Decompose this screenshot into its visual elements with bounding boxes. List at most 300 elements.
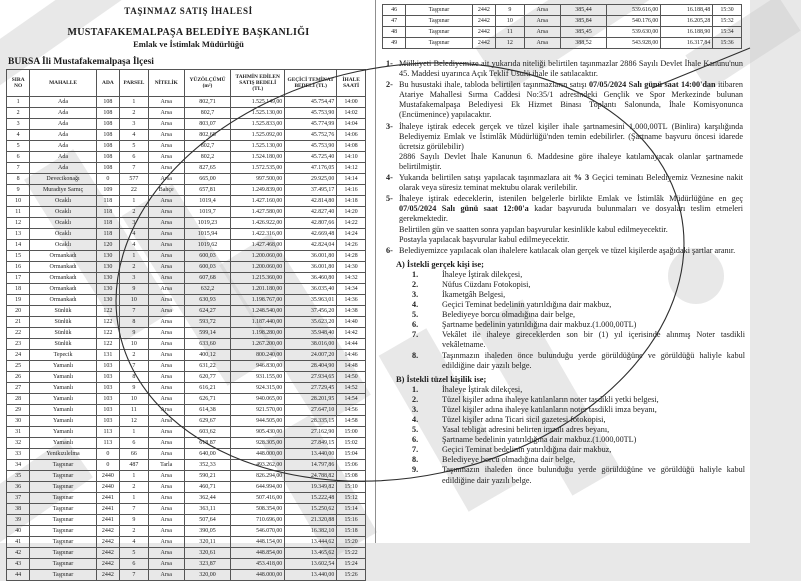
- table-cell: Arsa: [148, 372, 184, 383]
- column-header: ADA: [96, 70, 119, 97]
- table-cell: 2442: [472, 38, 495, 49]
- table-cell: 577: [120, 174, 149, 185]
- table-row: [383, 38, 742, 49]
- table-cell: Ada: [30, 97, 96, 108]
- table-cell: Arsa: [148, 306, 184, 317]
- note-number: 1-: [386, 59, 393, 68]
- table-cell: 122: [96, 339, 119, 350]
- table-cell: 113: [96, 427, 119, 438]
- table-cell: Ocaklı: [30, 196, 96, 207]
- table-row: [7, 196, 366, 207]
- list-item-number: 5.: [412, 310, 419, 320]
- table-cell: 1019,7: [184, 207, 231, 218]
- table-cell: 14.797,86: [285, 460, 337, 471]
- table-cell: 37.456,20: [285, 306, 337, 317]
- list-item-text: Geçici Teminat bedelinin yatırıldığına dair makbuz,: [442, 445, 612, 455]
- table-cell: 27.934,65: [285, 372, 337, 383]
- table-cell: 657,81: [184, 185, 231, 196]
- table-cell: 14:06: [337, 130, 366, 141]
- table-cell: 12: [120, 416, 149, 427]
- table-cell: Yamanlı: [30, 427, 96, 438]
- table-cell: Taşpınar: [30, 515, 96, 526]
- table-cell: 2442: [472, 5, 495, 16]
- table-cell: 3: [120, 119, 149, 130]
- table-cell: 23: [7, 339, 30, 350]
- table-cell: 8: [120, 372, 149, 383]
- table-row: [7, 460, 366, 471]
- table-cell: 14:58: [337, 416, 366, 427]
- auction-table-right: [382, 4, 742, 49]
- list-b-title: B) İstekli tüzel kişilik ise;: [396, 374, 487, 384]
- table-cell: Ormankadı: [30, 273, 96, 284]
- table-cell: 37.495,17: [285, 185, 337, 196]
- table-row: [7, 130, 366, 141]
- table-cell: 6: [120, 438, 149, 449]
- table-cell: Arsa: [148, 97, 184, 108]
- table-cell: 1.525.833,00: [231, 119, 285, 130]
- table-cell: 800.240,00: [231, 350, 285, 361]
- table-cell: 0: [96, 174, 119, 185]
- table-cell: 2: [120, 262, 149, 273]
- table-cell: 66: [120, 449, 149, 460]
- list-item-text: Taşınmazın ihaleden önce bulunduğu yerde görüldüğüne ve görüldüğü haliyle kabul edildiğine dair yazılı belge.: [442, 350, 745, 370]
- table-cell: 14:54: [337, 394, 366, 405]
- table-cell: 644.994,00: [231, 482, 285, 493]
- table-cell: 5: [7, 141, 30, 152]
- table-cell: 45.753,90: [285, 108, 337, 119]
- table-cell: Arsa: [524, 16, 560, 27]
- table-cell: 49: [383, 38, 406, 49]
- table-cell: Ocaklı: [30, 229, 96, 240]
- table-cell: 15:26: [337, 570, 366, 581]
- table-cell: 1.525.149,00: [231, 97, 285, 108]
- table-cell: 35.948,40: [285, 328, 337, 339]
- table-cell: 905.430,00: [231, 427, 285, 438]
- table-cell: 16.382,10: [285, 526, 337, 537]
- table-cell: 14:56: [337, 405, 366, 416]
- list-item-text: Tüzel kişiler adına Ticari sicil gazetesi fotokopisi,: [442, 415, 606, 424]
- table-cell: 1019,62: [184, 240, 231, 251]
- list-item: [412, 351, 745, 371]
- table-cell: 620,77: [184, 372, 231, 383]
- table-cell: 803,07: [184, 119, 231, 130]
- table-cell: 2441: [96, 515, 119, 526]
- table-cell: 11: [496, 27, 525, 38]
- table-cell: Arsa: [148, 284, 184, 295]
- table-cell: Arsa: [148, 570, 184, 581]
- table-cell: 540.176,00: [607, 16, 661, 27]
- table-cell: 108: [96, 152, 119, 163]
- table-cell: 13.602,54: [285, 559, 337, 570]
- table-row: [7, 240, 366, 251]
- table-cell: 1.187.440,00: [231, 317, 285, 328]
- table-cell: 1: [120, 427, 149, 438]
- table-cell: 130: [96, 273, 119, 284]
- table-cell: Taşpınar: [30, 482, 96, 493]
- table-cell: 590,21: [184, 471, 231, 482]
- department-name: Emlak ve İstimlak Müdürlüğü: [133, 39, 244, 49]
- table-cell: 118: [96, 218, 119, 229]
- table-cell: 10: [120, 295, 149, 306]
- table-cell: Taşpınar: [406, 27, 472, 38]
- table-cell: 25: [7, 361, 30, 372]
- table-cell: 15:36: [713, 38, 742, 49]
- table-cell: 44: [7, 570, 30, 581]
- table-cell: 35: [7, 471, 30, 482]
- table-cell: 22: [7, 328, 30, 339]
- note-number: 3-: [386, 121, 393, 131]
- table-cell: Arsa: [148, 251, 184, 262]
- table-cell: 1.201.180,00: [231, 284, 285, 295]
- table-cell: 1.198.767,00: [231, 295, 285, 306]
- table-cell: 13.440,00: [285, 570, 337, 581]
- table-cell: 946.830,00: [231, 361, 285, 372]
- table-cell: 944.505,00: [231, 416, 285, 427]
- table-row: [7, 438, 366, 449]
- table-cell: 7: [120, 570, 149, 581]
- note-item: [386, 122, 743, 172]
- table-row: [7, 262, 366, 273]
- auction-table-left: [6, 69, 366, 581]
- table-cell: 631,22: [184, 361, 231, 372]
- table-cell: 17: [7, 273, 30, 284]
- table-cell: Ada: [30, 141, 96, 152]
- table-row: [7, 306, 366, 317]
- table-cell: 103: [96, 361, 119, 372]
- table-cell: 448.000,00: [231, 449, 285, 460]
- table-cell: Yenikızılelma: [30, 449, 96, 460]
- table-cell: 400,12: [184, 350, 231, 361]
- table-cell: 27.647,10: [285, 405, 337, 416]
- table-cell: 38: [7, 504, 30, 515]
- table-cell: 45.754,47: [285, 97, 337, 108]
- table-cell: 2441: [96, 504, 119, 515]
- note-text: 07/05/2024 Salı günü saat 12:00'a: [399, 204, 529, 214]
- note-text: İhaleye iştirak edecek gerçek ve tüzel kişiler ihale şartnamesini 1.000,00TL (Binlira) karşılığında Belediyemiz Emlak ve İstimlâk Müdürlüğü'nden temin edebilirler. (Şartname başvuru öncesi idarede ücretsiz görülebilir): [399, 121, 743, 151]
- table-cell: 16: [7, 262, 30, 273]
- table-cell: 29: [7, 405, 30, 416]
- table-cell: 997.500,00: [231, 174, 285, 185]
- table-cell: Arsa: [148, 119, 184, 130]
- table-cell: Ada: [30, 119, 96, 130]
- table-cell: 118: [96, 207, 119, 218]
- table-cell: 14:34: [337, 284, 366, 295]
- list-item-text: Belediyeye borcu olmadığına dair belge,: [442, 310, 575, 320]
- table-cell: 31: [7, 427, 30, 438]
- table-cell: 802,7: [184, 108, 231, 119]
- note-number: 6-: [386, 245, 393, 255]
- list-item-text: Taşınmazın ihaleden önce bulunduğu yerde görüldüğüne ve görüldüğü haliyle kabul edildiğine dair yazılı belge.: [442, 465, 745, 485]
- column-header: SIRA NO: [7, 70, 30, 97]
- list-item: [412, 310, 745, 320]
- table-cell: 1.249.839,00: [231, 185, 285, 196]
- table-cell: 130: [96, 251, 119, 262]
- table-cell: 8: [120, 317, 149, 328]
- table-cell: Arsa: [148, 295, 184, 306]
- table-cell: 8: [7, 174, 30, 185]
- table-cell: 45.774,99: [285, 119, 337, 130]
- table-cell: Tepecik: [30, 350, 96, 361]
- table-cell: 15:16: [337, 515, 366, 526]
- table-cell: 14:20: [337, 207, 366, 218]
- table-cell: 103: [96, 394, 119, 405]
- table-cell: 118: [96, 229, 119, 240]
- table-cell: Yamanlı: [30, 372, 96, 383]
- table-cell: 13.440,00: [285, 449, 337, 460]
- list-item: [412, 435, 745, 445]
- table-cell: 448.000,00: [231, 570, 285, 581]
- table-cell: 9: [120, 515, 149, 526]
- table-cell: 109: [96, 185, 119, 196]
- table-cell: 921.570,00: [231, 405, 285, 416]
- list-item-number: 1.: [412, 384, 419, 394]
- table-cell: Muradiye Sarnıç: [30, 185, 96, 196]
- table-row: [7, 163, 366, 174]
- table-cell: 35.623,20: [285, 317, 337, 328]
- table-cell: 1.426.922,00: [231, 218, 285, 229]
- table-cell: 2442: [472, 27, 495, 38]
- table-cell: 1.422.316,00: [231, 229, 285, 240]
- table-cell: 14:24: [337, 229, 366, 240]
- table-cell: 38.016,00: [285, 339, 337, 350]
- table-cell: 27: [7, 383, 30, 394]
- table-cell: 42.669,48: [285, 229, 337, 240]
- table-cell: 460,71: [184, 482, 231, 493]
- table-cell: 827,65: [184, 163, 231, 174]
- table-row: [383, 5, 742, 16]
- column-header: İHALE SAATİ: [337, 70, 366, 97]
- table-cell: 14:44: [337, 339, 366, 350]
- table-cell: Ormankadı: [30, 284, 96, 295]
- table-cell: 0: [96, 460, 119, 471]
- table-cell: 131: [96, 350, 119, 361]
- table-cell: 385,84: [560, 16, 607, 27]
- list-item-text: Tüzel kişiler adına ihaleye katılanların noter tasdikli imza beyanı,: [442, 404, 657, 414]
- table-cell: 6: [120, 152, 149, 163]
- table-cell: 15:02: [337, 438, 366, 449]
- list-b: [412, 385, 745, 486]
- table-cell: 7: [120, 361, 149, 372]
- table-cell: 47.176,05: [285, 163, 337, 174]
- table-cell: 14: [7, 240, 30, 251]
- list-item: [412, 465, 745, 485]
- table-cell: 1019,23: [184, 218, 231, 229]
- table-row: [7, 229, 366, 240]
- table-cell: 42.827,40: [285, 207, 337, 218]
- table-row: [7, 526, 366, 537]
- table-cell: 24.788,82: [285, 471, 337, 482]
- table-row: [7, 97, 366, 108]
- table-cell: 15:20: [337, 537, 366, 548]
- table-cell: 42.807,66: [285, 218, 337, 229]
- table-cell: 1.525.092,00: [231, 130, 285, 141]
- list-item-text: Vekâlet ile ihaleye gireceklerden son bir (1) yıl içerisinde alınmış Noter tasdikli vekâletname.: [442, 330, 745, 350]
- table-cell: Ada: [30, 130, 96, 141]
- table-cell: Sünlük: [30, 317, 96, 328]
- table-cell: 0: [96, 449, 119, 460]
- table-cell: 14:52: [337, 383, 366, 394]
- list-item-number: 7.: [412, 330, 419, 340]
- note-number: 2-: [386, 80, 393, 90]
- table-row: [7, 570, 366, 581]
- table-row: [7, 504, 366, 515]
- table-cell: 10: [120, 394, 149, 405]
- table-cell: 2440: [96, 471, 119, 482]
- table-cell: 15:18: [337, 526, 366, 537]
- table-cell: 5: [120, 548, 149, 559]
- table-cell: 27.849,15: [285, 438, 337, 449]
- table-cell: 33: [7, 449, 30, 460]
- table-cell: 103: [96, 405, 119, 416]
- table-cell: Arsa: [148, 174, 184, 185]
- table-cell: 2442: [472, 16, 495, 27]
- table-cell: 14:16: [337, 185, 366, 196]
- column-header: TAHMİN EDİLEN SATIŞ BEDELİ (TL): [231, 70, 285, 97]
- table-cell: 320,00: [184, 570, 231, 581]
- list-item-number: 2.: [412, 279, 419, 289]
- table-row: [7, 350, 366, 361]
- table-cell: 14:04: [337, 119, 366, 130]
- table-cell: 1: [120, 97, 149, 108]
- list-item-number: 5.: [412, 425, 419, 435]
- table-cell: 624,27: [184, 306, 231, 317]
- table-cell: 15:08: [337, 471, 366, 482]
- table-cell: 6: [7, 152, 30, 163]
- note-number: 5-: [386, 194, 393, 204]
- list-item: [412, 445, 745, 455]
- table-cell: 2: [120, 207, 149, 218]
- table-cell: 1.525.130,00: [231, 141, 285, 152]
- table-cell: 11: [7, 207, 30, 218]
- table-cell: 14:18: [337, 196, 366, 207]
- table-cell: 42: [7, 548, 30, 559]
- list-item-text: İhaleye İştirak dilekçesi,: [442, 384, 523, 394]
- list-item: [412, 270, 745, 280]
- table-cell: 16.205,28: [661, 16, 713, 27]
- table-cell: 15.222,48: [285, 493, 337, 504]
- table-cell: 1: [120, 493, 149, 504]
- table-cell: 4: [120, 130, 149, 141]
- table-cell: 320,61: [184, 548, 231, 559]
- table-row: [7, 515, 366, 526]
- table-row: [7, 559, 366, 570]
- table-cell: 24: [7, 350, 30, 361]
- table-cell: 30: [7, 416, 30, 427]
- table-cell: 28.335,15: [285, 416, 337, 427]
- list-item-number: 9.: [412, 465, 419, 475]
- table-row: [7, 174, 366, 185]
- note-extra-text: 2886 Sayılı Devlet İhale Kanunun 6. Maddesine göre ihaleye katılamayacak olanlar şartnamede belirtilmiştir.: [399, 151, 743, 171]
- table-cell: 6: [120, 559, 149, 570]
- table-cell: Taşpınar: [30, 526, 96, 537]
- table-row: [7, 284, 366, 295]
- table-cell: 323,87: [184, 559, 231, 570]
- table-row: [7, 471, 366, 482]
- table-cell: Bahçe: [148, 185, 184, 196]
- table-cell: 22: [120, 185, 149, 196]
- table-cell: 29.925,00: [285, 174, 337, 185]
- table-cell: Devecikonağı: [30, 174, 96, 185]
- table-cell: Ocaklı: [30, 218, 96, 229]
- table-cell: 36.001,80: [285, 251, 337, 262]
- table-cell: 36.001,80: [285, 262, 337, 273]
- table-cell: 802,2: [184, 152, 231, 163]
- table-cell: 103: [96, 416, 119, 427]
- table-cell: Ocaklı: [30, 240, 96, 251]
- table-cell: 103: [96, 372, 119, 383]
- table-cell: 7: [120, 306, 149, 317]
- table-row: [7, 152, 366, 163]
- list-item: [412, 425, 745, 435]
- table-cell: 14:30: [337, 262, 366, 273]
- table-cell: 32: [7, 438, 30, 449]
- table-row: [7, 328, 366, 339]
- table-cell: 47: [383, 16, 406, 27]
- table-cell: 600,03: [184, 262, 231, 273]
- table-cell: 1: [7, 97, 30, 108]
- table-cell: Yamanlı: [30, 416, 96, 427]
- list-item: [412, 385, 745, 395]
- table-cell: 599,14: [184, 328, 231, 339]
- note-text: Geçici teminatı Belediyemiz Veznesine nakit olarak veya süresiz teminat mektubu olarak verilebilir.: [399, 173, 744, 193]
- table-cell: 15:34: [713, 27, 742, 38]
- table-cell: 4: [120, 240, 149, 251]
- note-text: Belediyemizce yapılacak olan ihalelere katılacak olan gerçek ve tüzel kişilerde aşağıdaki şartlar aranır.: [399, 245, 736, 255]
- table-cell: 16.188,48: [661, 5, 713, 16]
- table-cell: 629,67: [184, 416, 231, 427]
- table-cell: 13: [7, 229, 30, 240]
- table-cell: 14:10: [337, 152, 366, 163]
- table-cell: Arsa: [148, 130, 184, 141]
- table-cell: 27.162,90: [285, 427, 337, 438]
- list-item-number: 3.: [412, 404, 419, 414]
- table-cell: 362,44: [184, 493, 231, 504]
- table-cell: 122: [96, 317, 119, 328]
- table-cell: 4: [120, 537, 149, 548]
- table-cell: Arsa: [148, 405, 184, 416]
- table-cell: 36.460,80: [285, 273, 337, 284]
- note-text: Yukarıda belirtilen satışı yapılacak taşınmazlara ait: [399, 173, 574, 183]
- table-cell: 614,38: [184, 405, 231, 416]
- table-cell: 1.427.468,00: [231, 240, 285, 251]
- note-text: Bu husustaki ihale, tabloda belirtilen taşınmazların satışı: [399, 80, 589, 90]
- table-cell: 14:42: [337, 328, 366, 339]
- table-cell: 14:22: [337, 218, 366, 229]
- table-cell: Arsa: [524, 38, 560, 49]
- table-cell: 508.354,00: [231, 504, 285, 515]
- table-cell: Taşpınar: [30, 537, 96, 548]
- table-cell: 385,44: [560, 5, 607, 16]
- table-cell: Arsa: [524, 5, 560, 16]
- table-cell: 2: [120, 482, 149, 493]
- table-row: [7, 339, 366, 350]
- table-cell: Taşpınar: [30, 504, 96, 515]
- table-cell: Arsa: [148, 493, 184, 504]
- list-item-text: Şartname bedelinin yatırıldığına dair makbuz.(1.000,00TL): [442, 435, 637, 445]
- list-item-number: 7.: [412, 445, 419, 455]
- table-cell: 15:06: [337, 460, 366, 471]
- table-row: [7, 482, 366, 493]
- list-item-text: İhaleye İştirak dilekçesi,: [442, 269, 523, 279]
- table-cell: 2: [120, 108, 149, 119]
- table-cell: Arsa: [148, 141, 184, 152]
- table-cell: 630,93: [184, 295, 231, 306]
- table-cell: 4: [7, 130, 30, 141]
- table-cell: 603,62: [184, 427, 231, 438]
- table-cell: Tarla: [148, 460, 184, 471]
- table-cell: 15: [7, 251, 30, 262]
- document-title: TAŞINMAZ SATIŞ İHALESİ: [124, 6, 253, 16]
